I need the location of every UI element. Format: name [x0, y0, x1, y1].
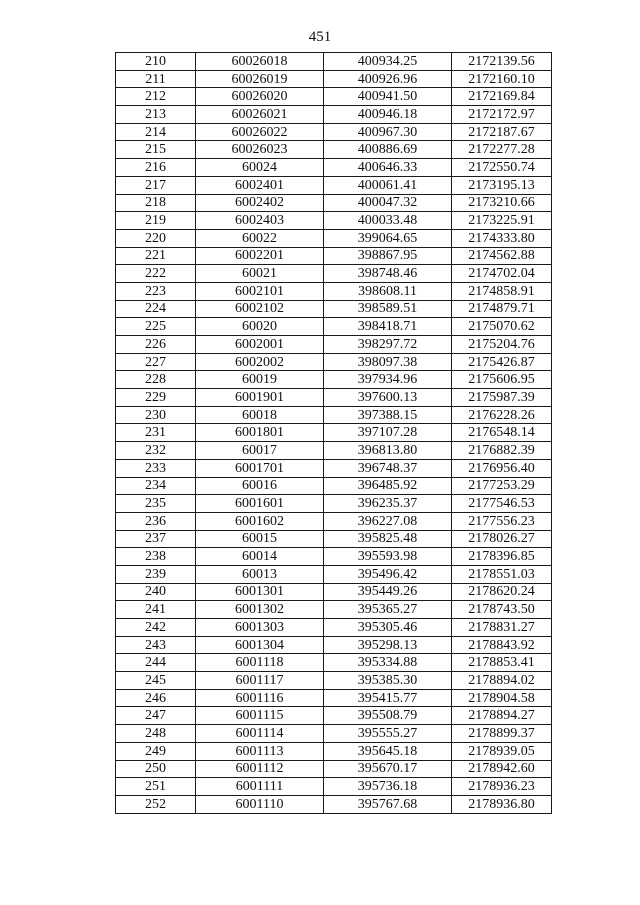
- x-coordinate-cell: 396813.80: [324, 442, 452, 460]
- table-row: [116, 88, 552, 106]
- x-coordinate-cell: 397934.96: [324, 371, 452, 389]
- y-coordinate-cell: 2178936.80: [452, 795, 552, 813]
- row-index-cell: 238: [116, 548, 196, 566]
- table-row: [116, 512, 552, 530]
- y-coordinate-cell: 2178831.27: [452, 619, 552, 637]
- page-number: 451: [308, 29, 332, 45]
- row-index-cell: 234: [116, 477, 196, 495]
- y-coordinate-cell: 2178853.41: [452, 654, 552, 672]
- table-row: [116, 265, 552, 283]
- table-row: [116, 229, 552, 247]
- y-coordinate-cell: 2178743.50: [452, 601, 552, 619]
- y-coordinate-cell: 2176956.40: [452, 459, 552, 477]
- point-id-cell: 6001801: [196, 424, 324, 442]
- x-coordinate-cell: 395415.77: [324, 689, 452, 707]
- row-index-cell: 222: [116, 265, 196, 283]
- table-row: [116, 601, 552, 619]
- table-row: [116, 247, 552, 265]
- y-coordinate-cell: 2178026.27: [452, 530, 552, 548]
- point-id-cell: 60024: [196, 159, 324, 177]
- x-coordinate-cell: 395305.46: [324, 619, 452, 637]
- y-coordinate-cell: 2177546.53: [452, 495, 552, 513]
- table-row: [116, 371, 552, 389]
- coordinates-table: [115, 52, 552, 814]
- x-coordinate-cell: 395508.79: [324, 707, 452, 725]
- point-id-cell: 60017: [196, 442, 324, 460]
- table-row: [116, 389, 552, 407]
- x-coordinate-cell: 395593.98: [324, 548, 452, 566]
- row-index-cell: 210: [116, 53, 196, 71]
- row-index-cell: 227: [116, 353, 196, 371]
- point-id-cell: 6002002: [196, 353, 324, 371]
- point-id-cell: 6002102: [196, 300, 324, 318]
- table-row: [116, 159, 552, 177]
- point-id-cell: 60015: [196, 530, 324, 548]
- x-coordinate-cell: 398867.95: [324, 247, 452, 265]
- x-coordinate-cell: 398589.51: [324, 300, 452, 318]
- x-coordinate-cell: 400934.25: [324, 53, 452, 71]
- y-coordinate-cell: 2175204.76: [452, 336, 552, 354]
- row-index-cell: 216: [116, 159, 196, 177]
- row-index-cell: 223: [116, 282, 196, 300]
- x-coordinate-cell: 398297.72: [324, 336, 452, 354]
- point-id-cell: 60026023: [196, 141, 324, 159]
- row-index-cell: 212: [116, 88, 196, 106]
- table-row: [116, 672, 552, 690]
- point-id-cell: 6001303: [196, 619, 324, 637]
- table-row: [116, 176, 552, 194]
- x-coordinate-cell: 396235.37: [324, 495, 452, 513]
- point-id-cell: 6002001: [196, 336, 324, 354]
- table-row: [116, 353, 552, 371]
- table-row: [116, 495, 552, 513]
- point-id-cell: 6001112: [196, 760, 324, 778]
- table-row: [116, 725, 552, 743]
- y-coordinate-cell: 2175606.95: [452, 371, 552, 389]
- table-row: [116, 442, 552, 460]
- y-coordinate-cell: 2172277.28: [452, 141, 552, 159]
- table-row: [116, 477, 552, 495]
- y-coordinate-cell: 2172187.67: [452, 123, 552, 141]
- table-row: [116, 530, 552, 548]
- point-id-cell: 6001901: [196, 389, 324, 407]
- point-id-cell: 60026022: [196, 123, 324, 141]
- row-index-cell: 250: [116, 760, 196, 778]
- row-index-cell: 214: [116, 123, 196, 141]
- point-id-cell: 60026020: [196, 88, 324, 106]
- x-coordinate-cell: 397600.13: [324, 389, 452, 407]
- table-row: [116, 707, 552, 725]
- point-id-cell: 60026019: [196, 70, 324, 88]
- y-coordinate-cell: 2176228.26: [452, 406, 552, 424]
- row-index-cell: 246: [116, 689, 196, 707]
- point-id-cell: 60013: [196, 565, 324, 583]
- y-coordinate-cell: 2175987.39: [452, 389, 552, 407]
- row-index-cell: 233: [116, 459, 196, 477]
- x-coordinate-cell: 400967.30: [324, 123, 452, 141]
- y-coordinate-cell: 2173225.91: [452, 212, 552, 230]
- x-coordinate-cell: 397107.28: [324, 424, 452, 442]
- x-coordinate-cell: 400946.18: [324, 106, 452, 124]
- point-id-cell: 6002201: [196, 247, 324, 265]
- y-coordinate-cell: 2176548.14: [452, 424, 552, 442]
- table-row: [116, 106, 552, 124]
- x-coordinate-cell: 396227.08: [324, 512, 452, 530]
- row-index-cell: 241: [116, 601, 196, 619]
- row-index-cell: 229: [116, 389, 196, 407]
- row-index-cell: 218: [116, 194, 196, 212]
- coordinates-table-body: [116, 53, 552, 814]
- row-index-cell: 244: [116, 654, 196, 672]
- point-id-cell: 60019: [196, 371, 324, 389]
- x-coordinate-cell: 395496.42: [324, 565, 452, 583]
- point-id-cell: 6001110: [196, 795, 324, 813]
- table-row: [116, 123, 552, 141]
- x-coordinate-cell: 395298.13: [324, 636, 452, 654]
- row-index-cell: 219: [116, 212, 196, 230]
- y-coordinate-cell: 2172550.74: [452, 159, 552, 177]
- row-index-cell: 211: [116, 70, 196, 88]
- row-index-cell: 243: [116, 636, 196, 654]
- table-row: [116, 742, 552, 760]
- x-coordinate-cell: 397388.15: [324, 406, 452, 424]
- x-coordinate-cell: 398748.46: [324, 265, 452, 283]
- table-row: [116, 636, 552, 654]
- x-coordinate-cell: 395555.27: [324, 725, 452, 743]
- x-coordinate-cell: 400941.50: [324, 88, 452, 106]
- point-id-cell: 60026021: [196, 106, 324, 124]
- point-id-cell: 6002401: [196, 176, 324, 194]
- table-row: [116, 282, 552, 300]
- point-id-cell: 60014: [196, 548, 324, 566]
- y-coordinate-cell: 2178899.37: [452, 725, 552, 743]
- row-index-cell: 217: [116, 176, 196, 194]
- point-id-cell: 6001113: [196, 742, 324, 760]
- point-id-cell: 6001304: [196, 636, 324, 654]
- table-row: [116, 424, 552, 442]
- x-coordinate-cell: 395767.68: [324, 795, 452, 813]
- row-index-cell: 232: [116, 442, 196, 460]
- y-coordinate-cell: 2172172.97: [452, 106, 552, 124]
- table-row: [116, 689, 552, 707]
- point-id-cell: 6002402: [196, 194, 324, 212]
- point-id-cell: 60022: [196, 229, 324, 247]
- y-coordinate-cell: 2175426.87: [452, 353, 552, 371]
- point-id-cell: 60020: [196, 318, 324, 336]
- table-row: [116, 336, 552, 354]
- row-index-cell: 251: [116, 778, 196, 796]
- table-row: [116, 565, 552, 583]
- x-coordinate-cell: 395449.26: [324, 583, 452, 601]
- x-coordinate-cell: 396748.37: [324, 459, 452, 477]
- y-coordinate-cell: 2178620.24: [452, 583, 552, 601]
- row-index-cell: 247: [116, 707, 196, 725]
- table-row: [116, 654, 552, 672]
- y-coordinate-cell: 2174879.71: [452, 300, 552, 318]
- row-index-cell: 224: [116, 300, 196, 318]
- y-coordinate-cell: 2173210.66: [452, 194, 552, 212]
- y-coordinate-cell: 2176882.39: [452, 442, 552, 460]
- x-coordinate-cell: 398608.11: [324, 282, 452, 300]
- point-id-cell: 6001602: [196, 512, 324, 530]
- row-index-cell: 239: [116, 565, 196, 583]
- y-coordinate-cell: 2173195.13: [452, 176, 552, 194]
- row-index-cell: 231: [116, 424, 196, 442]
- point-id-cell: 60018: [196, 406, 324, 424]
- x-coordinate-cell: 395670.17: [324, 760, 452, 778]
- y-coordinate-cell: 2174702.04: [452, 265, 552, 283]
- point-id-cell: 6001117: [196, 672, 324, 690]
- y-coordinate-cell: 2178904.58: [452, 689, 552, 707]
- row-index-cell: 240: [116, 583, 196, 601]
- table-row: [116, 318, 552, 336]
- y-coordinate-cell: 2178396.85: [452, 548, 552, 566]
- point-id-cell: 6001601: [196, 495, 324, 513]
- x-coordinate-cell: 400047.32: [324, 194, 452, 212]
- x-coordinate-cell: 395645.18: [324, 742, 452, 760]
- x-coordinate-cell: 395385.30: [324, 672, 452, 690]
- row-index-cell: 215: [116, 141, 196, 159]
- point-id-cell: 60021: [196, 265, 324, 283]
- y-coordinate-cell: 2174333.80: [452, 229, 552, 247]
- y-coordinate-cell: 2177556.23: [452, 512, 552, 530]
- x-coordinate-cell: 400886.69: [324, 141, 452, 159]
- y-coordinate-cell: 2178551.03: [452, 565, 552, 583]
- table-row: [116, 548, 552, 566]
- table-row: [116, 53, 552, 71]
- y-coordinate-cell: 2172169.84: [452, 88, 552, 106]
- y-coordinate-cell: 2175070.62: [452, 318, 552, 336]
- point-id-cell: 6001111: [196, 778, 324, 796]
- table-row: [116, 141, 552, 159]
- table-row: [116, 795, 552, 813]
- table-row: [116, 459, 552, 477]
- point-id-cell: 60026018: [196, 53, 324, 71]
- row-index-cell: 221: [116, 247, 196, 265]
- table-row: [116, 70, 552, 88]
- row-index-cell: 235: [116, 495, 196, 513]
- point-id-cell: 6001114: [196, 725, 324, 743]
- point-id-cell: 60016: [196, 477, 324, 495]
- point-id-cell: 6002403: [196, 212, 324, 230]
- table-row: [116, 760, 552, 778]
- row-index-cell: 252: [116, 795, 196, 813]
- table-row: [116, 583, 552, 601]
- row-index-cell: 249: [116, 742, 196, 760]
- row-index-cell: 248: [116, 725, 196, 743]
- x-coordinate-cell: 400061.41: [324, 176, 452, 194]
- row-index-cell: 226: [116, 336, 196, 354]
- table-row: [116, 194, 552, 212]
- x-coordinate-cell: 400926.96: [324, 70, 452, 88]
- y-coordinate-cell: 2178936.23: [452, 778, 552, 796]
- table-row: [116, 778, 552, 796]
- x-coordinate-cell: 395825.48: [324, 530, 452, 548]
- point-id-cell: 6001116: [196, 689, 324, 707]
- x-coordinate-cell: 400646.33: [324, 159, 452, 177]
- x-coordinate-cell: 395365.27: [324, 601, 452, 619]
- y-coordinate-cell: 2172160.10: [452, 70, 552, 88]
- point-id-cell: 6001301: [196, 583, 324, 601]
- row-index-cell: 228: [116, 371, 196, 389]
- x-coordinate-cell: 398418.71: [324, 318, 452, 336]
- y-coordinate-cell: 2172139.56: [452, 53, 552, 71]
- x-coordinate-cell: 400033.48: [324, 212, 452, 230]
- row-index-cell: 245: [116, 672, 196, 690]
- table-row: [116, 619, 552, 637]
- table-row: [116, 212, 552, 230]
- point-id-cell: 6002101: [196, 282, 324, 300]
- row-index-cell: 220: [116, 229, 196, 247]
- point-id-cell: 6001118: [196, 654, 324, 672]
- y-coordinate-cell: 2178894.02: [452, 672, 552, 690]
- row-index-cell: 242: [116, 619, 196, 637]
- table-row: [116, 406, 552, 424]
- y-coordinate-cell: 2178942.60: [452, 760, 552, 778]
- x-coordinate-cell: 395334.88: [324, 654, 452, 672]
- x-coordinate-cell: 395736.18: [324, 778, 452, 796]
- row-index-cell: 230: [116, 406, 196, 424]
- row-index-cell: 225: [116, 318, 196, 336]
- point-id-cell: 6001302: [196, 601, 324, 619]
- x-coordinate-cell: 399064.65: [324, 229, 452, 247]
- y-coordinate-cell: 2177253.29: [452, 477, 552, 495]
- x-coordinate-cell: 396485.92: [324, 477, 452, 495]
- row-index-cell: 236: [116, 512, 196, 530]
- y-coordinate-cell: 2174562.88: [452, 247, 552, 265]
- row-index-cell: 213: [116, 106, 196, 124]
- row-index-cell: 237: [116, 530, 196, 548]
- y-coordinate-cell: 2174858.91: [452, 282, 552, 300]
- y-coordinate-cell: 2178894.27: [452, 707, 552, 725]
- table-row: [116, 300, 552, 318]
- y-coordinate-cell: 2178939.05: [452, 742, 552, 760]
- x-coordinate-cell: 398097.38: [324, 353, 452, 371]
- point-id-cell: 6001115: [196, 707, 324, 725]
- point-id-cell: 6001701: [196, 459, 324, 477]
- y-coordinate-cell: 2178843.92: [452, 636, 552, 654]
